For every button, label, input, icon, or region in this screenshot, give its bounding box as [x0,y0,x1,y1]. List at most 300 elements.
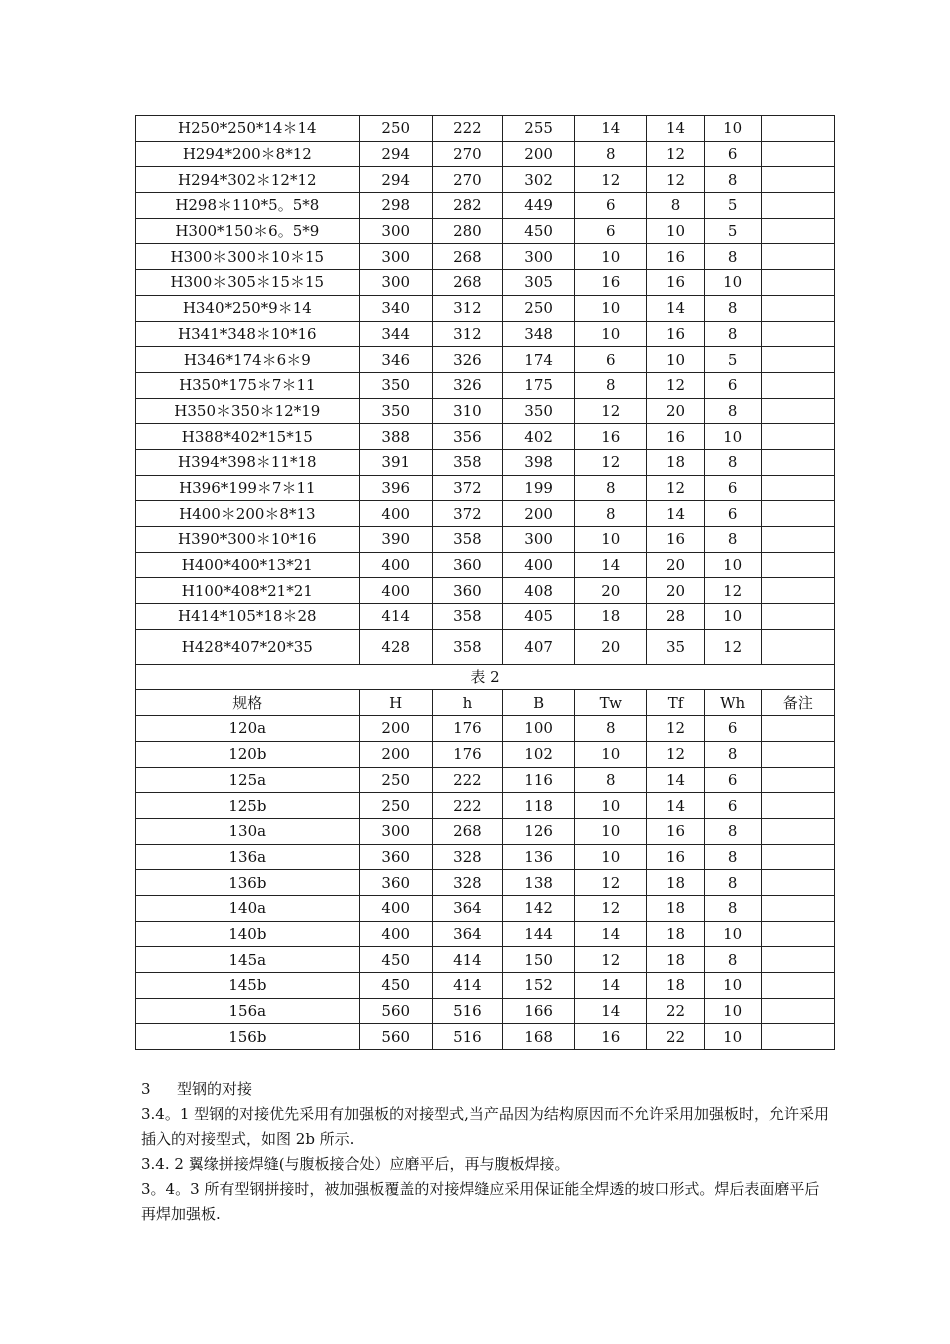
table-cell: 270 [432,167,502,193]
table-row [136,141,835,167]
table-cell: 300 [359,218,432,244]
section-heading [141,1077,831,1102]
table-cell: 326 [432,347,502,373]
table-row [136,716,835,742]
table-cell: 268 [432,818,502,844]
table-cell [761,973,834,999]
table-cell: 20 [647,398,704,424]
table-cell: 8 [704,321,761,347]
table-cell: 12 [575,449,647,475]
table-row [136,921,835,947]
section-butt-joint [141,1077,831,1227]
table-cell [761,116,834,142]
table-cell: 400 [359,895,432,921]
table-cell: 6 [704,372,761,398]
table-cell: 449 [503,193,575,219]
table-cell: H400*400*13*21 [136,552,360,578]
table-cell: 407 [503,629,575,664]
table-cell: 8 [704,818,761,844]
table-cell: 560 [359,998,432,1024]
table-cell: 350 [359,398,432,424]
column-header: Tf [647,690,704,716]
table-cell: 18 [647,921,704,947]
table-cell: 16 [647,844,704,870]
table-cell: 6 [575,193,647,219]
table-cell: 302 [503,167,575,193]
column-header: Wh [704,690,761,716]
column-header: 备注 [761,690,834,716]
table2-caption-row [136,664,835,690]
table-cell [761,629,834,664]
table-cell: 372 [432,501,502,527]
table-cell: 350 [359,372,432,398]
table-cell: 118 [503,793,575,819]
table-cell: H346*174＊6＊9 [136,347,360,373]
table-row [136,398,835,424]
table-cell: 358 [432,604,502,630]
table-row [136,793,835,819]
table-cell: 250 [503,295,575,321]
table-cell: 10 [704,424,761,450]
table-cell: 156b [136,1024,360,1050]
table-cell: 305 [503,270,575,296]
table-cell: 312 [432,295,502,321]
table-cell [761,998,834,1024]
table-cell: 312 [432,321,502,347]
table-cell: 168 [503,1024,575,1050]
table-row [136,372,835,398]
table-cell: 350 [503,398,575,424]
table-cell: 18 [647,973,704,999]
table-cell: 16 [647,527,704,553]
table-cell: 14 [575,921,647,947]
table-row [136,629,835,664]
table-cell: 12 [647,741,704,767]
table-cell: 12 [647,716,704,742]
table-cell: 20 [575,578,647,604]
table-cell: 400 [359,578,432,604]
table-cell: 10 [704,973,761,999]
table-row [136,741,835,767]
section-number: 3 [141,1080,151,1098]
table-cell: 364 [432,921,502,947]
table-cell: 8 [704,895,761,921]
table-cell: 400 [359,552,432,578]
table-cell: H294*302＊12*12 [136,167,360,193]
table-cell: 126 [503,818,575,844]
table-cell: 358 [432,527,502,553]
table-cell: 10 [575,844,647,870]
table-cell: 18 [647,947,704,973]
table-cell [761,947,834,973]
table-cell: 12 [575,167,647,193]
table-cell: 138 [503,870,575,896]
paragraph-3-4-1: 3.4。1 型钢的对接优先采用有加强板的对接型式,当产品因为结构原因而不允许采用加强板时，允许采用插入的对接型式，如图 2b 所示. [141,1105,829,1148]
table-cell: 6 [704,141,761,167]
table-cell: 300 [359,244,432,270]
table-cell: 10 [647,218,704,244]
table-cell: 6 [704,501,761,527]
table-cell: H341*348＊10*16 [136,321,360,347]
table-cell: 326 [432,372,502,398]
table-row [136,424,835,450]
table-cell: 8 [575,501,647,527]
table-cell: 8 [704,398,761,424]
table-cell: 10 [704,270,761,296]
table-cell: 8 [704,167,761,193]
table-cell: 10 [704,921,761,947]
table-row [136,244,835,270]
table-cell [761,741,834,767]
table-cell: 156a [136,998,360,1024]
table-cell [761,818,834,844]
section-title: 型钢的对接 [177,1080,253,1098]
table-cell: 396 [359,475,432,501]
table-cell: 14 [647,116,704,142]
table-cell: H350＊350＊12*19 [136,398,360,424]
table-cell: 364 [432,895,502,921]
table-cell: 8 [704,844,761,870]
table-cell: H350*175＊7＊11 [136,372,360,398]
table-cell: 450 [503,218,575,244]
table-cell: 14 [647,793,704,819]
table-cell [761,218,834,244]
table-cell: 8 [704,741,761,767]
table-row [136,578,835,604]
table-cell: 516 [432,1024,502,1050]
table-cell: 360 [359,870,432,896]
table-cell: 10 [575,321,647,347]
table-cell: H388*402*15*15 [136,424,360,450]
table-cell: 16 [575,424,647,450]
table-cell: 28 [647,604,704,630]
table-cell: 414 [432,973,502,999]
table-cell: 200 [359,741,432,767]
table1-body [136,116,835,665]
table-cell: 360 [432,578,502,604]
table-cell: 360 [359,844,432,870]
table-cell [761,270,834,296]
table-cell: 18 [575,604,647,630]
table-cell: 125b [136,793,360,819]
table-row [136,449,835,475]
table-cell: 174 [503,347,575,373]
table-cell: 270 [432,141,502,167]
table-cell: 130a [136,818,360,844]
table-cell: H414*105*18＊28 [136,604,360,630]
table-cell: 12 [647,167,704,193]
table-row [136,193,835,219]
table-cell: 346 [359,347,432,373]
table-row [136,475,835,501]
table-cell: 402 [503,424,575,450]
table-cell: 14 [647,295,704,321]
column-header: h [432,690,502,716]
table-cell: 18 [647,870,704,896]
table-cell: 300 [359,818,432,844]
table-cell: 8 [575,716,647,742]
table-row [136,218,835,244]
table-cell: H300＊305＊15＊15 [136,270,360,296]
table-cell [761,604,834,630]
table-cell: 5 [704,218,761,244]
table-cell: 348 [503,321,575,347]
table-cell: 12 [575,947,647,973]
table-cell: 16 [647,244,704,270]
table-cell: H300＊300＊10＊15 [136,244,360,270]
table-cell: 8 [575,372,647,398]
table-cell: 12 [575,398,647,424]
table-cell: 388 [359,424,432,450]
table-cell: 176 [432,716,502,742]
table-row [136,167,835,193]
column-header: H [359,690,432,716]
table-cell: 450 [359,947,432,973]
table-cell: 136 [503,844,575,870]
table-cell: 5 [704,193,761,219]
table2-body [136,716,835,1050]
table-cell [761,578,834,604]
paragraph-3-4-2: 3.4. 2 翼缘拼接焊缝(与腹板接合处）应磨平后，再与腹板焊接。 [141,1155,570,1173]
table2-header-row [136,690,835,716]
table-cell: H294*200＊8*12 [136,141,360,167]
table-cell [761,793,834,819]
table-cell: 12 [647,141,704,167]
table-cell: 16 [647,321,704,347]
table-cell: 8 [704,449,761,475]
table-cell: H396*199＊7＊11 [136,475,360,501]
table-cell: 8 [647,193,704,219]
table-cell: 199 [503,475,575,501]
table-cell: 12 [575,870,647,896]
table-cell: 120a [136,716,360,742]
table-row [136,1024,835,1050]
table-cell [761,141,834,167]
table-cell [761,449,834,475]
table-cell: 414 [432,947,502,973]
steel-spec-table [135,115,835,1050]
table-cell: 222 [432,767,502,793]
table-cell: 10 [704,552,761,578]
table-cell: H340*250*9＊14 [136,295,360,321]
table-cell: 6 [704,475,761,501]
table-cell: 22 [647,1024,704,1050]
table-row [136,870,835,896]
table-cell: 282 [432,193,502,219]
table-cell [761,372,834,398]
table-cell: 16 [647,424,704,450]
table-cell: 12 [647,475,704,501]
table-cell: 12 [647,372,704,398]
table2-header [136,690,835,716]
table-row [136,818,835,844]
table-cell: 400 [359,501,432,527]
table-row [136,347,835,373]
table-cell: 6 [575,347,647,373]
table-cell [761,398,834,424]
table-cell: 35 [647,629,704,664]
table-cell: 344 [359,321,432,347]
table-cell: 18 [647,449,704,475]
table-cell: 250 [359,116,432,142]
table-cell: 8 [704,947,761,973]
table-cell: 10 [647,347,704,373]
table-cell: 400 [503,552,575,578]
table-cell: 6 [704,793,761,819]
table-cell: 405 [503,604,575,630]
table-cell: 176 [432,741,502,767]
table-cell [761,347,834,373]
table-cell: 14 [647,501,704,527]
table-cell: 10 [575,244,647,270]
table-cell: 22 [647,998,704,1024]
table-cell [761,527,834,553]
table-cell [761,167,834,193]
table-cell: 8 [704,295,761,321]
table-cell: 10 [704,604,761,630]
table-cell: 372 [432,475,502,501]
table-row [136,552,835,578]
table-cell: 150 [503,947,575,973]
table-cell: 222 [432,116,502,142]
table-cell: 200 [503,501,575,527]
table-cell [761,244,834,270]
table-cell: 6 [704,716,761,742]
table-cell: 16 [647,818,704,844]
table-cell: H100*408*21*21 [136,578,360,604]
column-header: Tw [575,690,647,716]
table-cell: 10 [704,998,761,1024]
table-cell [761,844,834,870]
table-cell: 100 [503,716,575,742]
table-cell: 116 [503,767,575,793]
table-cell: 360 [432,552,502,578]
table-cell: 200 [503,141,575,167]
table-cell: 200 [359,716,432,742]
table-cell: 10 [575,295,647,321]
table-cell: 140b [136,921,360,947]
table-cell [761,321,834,347]
table-cell: 8 [704,244,761,270]
table-cell: 12 [704,578,761,604]
table-cell: 14 [575,998,647,1024]
table-cell: 398 [503,449,575,475]
table-cell: H390*300＊10*16 [136,527,360,553]
table-cell: H428*407*20*35 [136,629,360,664]
table-row [136,767,835,793]
table-cell: 268 [432,270,502,296]
table-cell: 140a [136,895,360,921]
table-cell: 142 [503,895,575,921]
table-cell: H250*250*14＊14 [136,116,360,142]
table2-caption: 表 2 [136,664,835,690]
table-cell: 428 [359,629,432,664]
table-cell: 166 [503,998,575,1024]
table-cell: 8 [575,767,647,793]
table-cell [761,424,834,450]
table-cell: 12 [575,895,647,921]
table-cell: 16 [575,270,647,296]
table-cell: 8 [704,527,761,553]
table-cell: 414 [359,604,432,630]
table-cell: 450 [359,973,432,999]
table-cell: 144 [503,921,575,947]
table-cell: 14 [575,552,647,578]
table-row [136,947,835,973]
table-row [136,501,835,527]
table2-caption-body [136,664,835,690]
table-cell [761,921,834,947]
table-cell: 125a [136,767,360,793]
table-cell: 294 [359,141,432,167]
column-header: 规格 [136,690,360,716]
table-cell: 298 [359,193,432,219]
table-row [136,270,835,296]
table-cell: 294 [359,167,432,193]
table-cell: 340 [359,295,432,321]
table-cell: 8 [704,870,761,896]
table-cell: 10 [575,818,647,844]
table-cell: 136a [136,844,360,870]
table-cell: 14 [647,767,704,793]
table-cell [761,475,834,501]
table-cell [761,501,834,527]
table-cell [761,1024,834,1050]
table-cell: 560 [359,1024,432,1050]
table-cell [761,870,834,896]
table-cell: 175 [503,372,575,398]
table-cell: 10 [575,793,647,819]
table-cell: H400＊200＊8*13 [136,501,360,527]
table-cell: 16 [647,270,704,296]
column-header: B [503,690,575,716]
table-cell: 222 [432,793,502,819]
table-cell: 8 [575,475,647,501]
paragraph-3-4-3: 3。4。3 所有型钢拼接时，被加强板覆盖的对接焊缝应采用保证能全焊透的坡口形式。焊后表面磨平后再焊加强板. [141,1180,820,1223]
table-row [136,604,835,630]
table-row [136,973,835,999]
table-cell: 6 [575,218,647,244]
table-cell [761,193,834,219]
table-cell: 10 [575,527,647,553]
table-cell: 255 [503,116,575,142]
table-cell: 20 [575,629,647,664]
table-cell: 516 [432,998,502,1024]
table-cell: 20 [647,552,704,578]
table-cell: 14 [575,116,647,142]
table-cell: 268 [432,244,502,270]
table-cell: H298＊110*5。5*8 [136,193,360,219]
table-cell: 250 [359,767,432,793]
table-cell: 10 [704,1024,761,1050]
table-cell: 390 [359,527,432,553]
table-cell: 300 [503,527,575,553]
table-cell: 391 [359,449,432,475]
table-cell: 152 [503,973,575,999]
table-cell: 16 [575,1024,647,1050]
table-cell: 310 [432,398,502,424]
table-cell: 145a [136,947,360,973]
table-cell: 358 [432,629,502,664]
table-cell: 328 [432,870,502,896]
table-cell: 300 [503,244,575,270]
table-cell: 408 [503,578,575,604]
table-row [136,295,835,321]
table-cell: 102 [503,741,575,767]
table-row [136,116,835,142]
table-row [136,998,835,1024]
table-row [136,844,835,870]
